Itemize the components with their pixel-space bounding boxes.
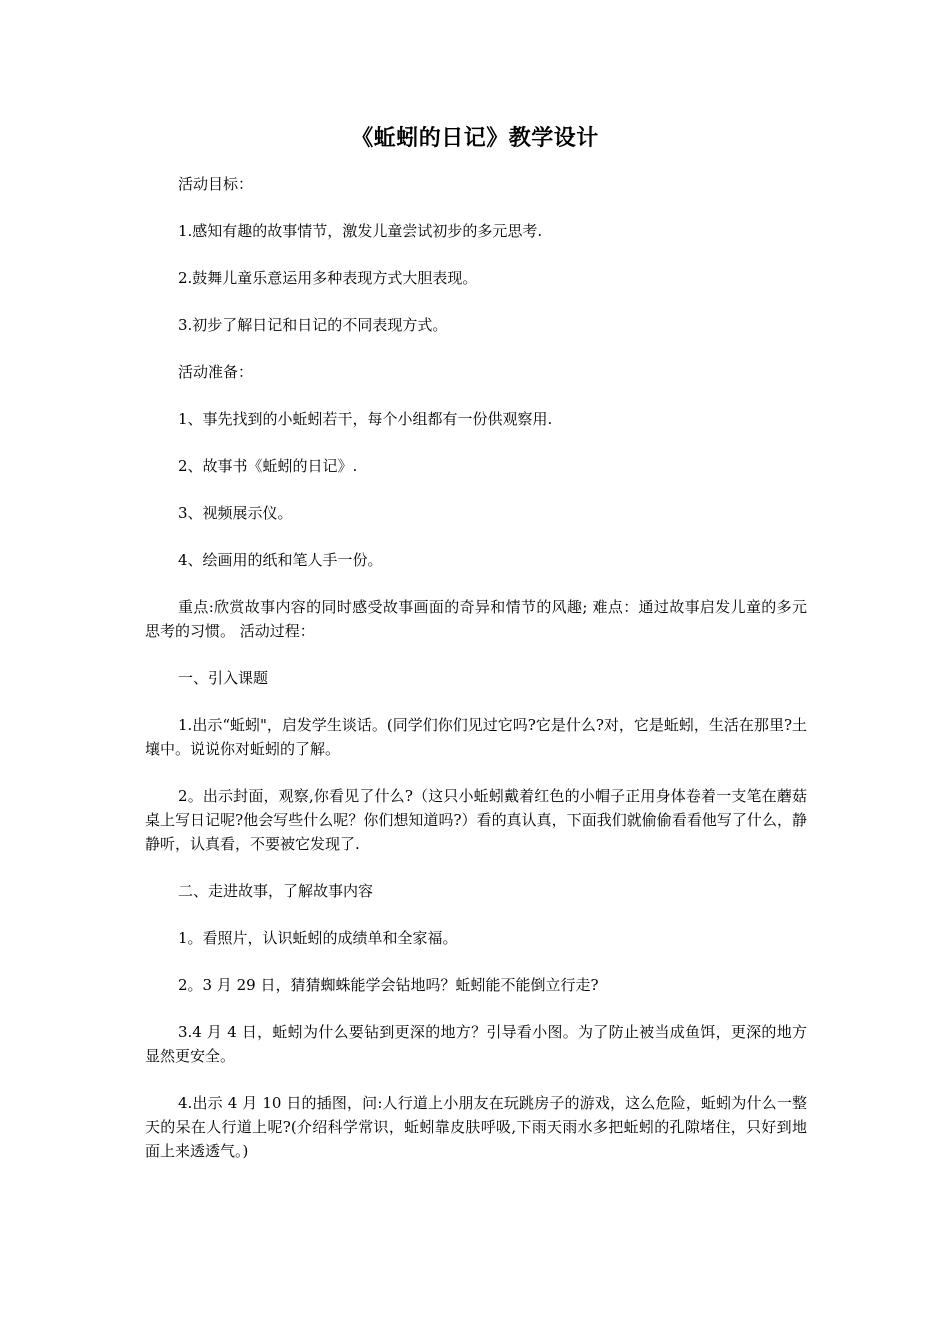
document-body xyxy=(145,172,807,1186)
preparation-item-1: 1、事先找到的小蚯蚓若干，每个小组都有一份供观察用. xyxy=(178,410,553,428)
section-heading-introduction: 一、引入课题 xyxy=(178,669,269,687)
goal-item-2: 2.鼓舞儿童乐意运用多种表现方式大胆表现。 xyxy=(178,269,478,287)
section-heading-preparation: 活动准备： xyxy=(178,363,254,381)
key-points-paragraph: 重点:欣赏故事内容的同时感受故事画面的奇异和情节的风趣; 难点：通过故事启发儿童的多元思考的习惯。 活动过程： xyxy=(145,598,807,640)
section-heading-story: 二、走进故事，了解故事内容 xyxy=(178,882,374,900)
story-step-2: 2。3 月 29 日，猜猜蜘蛛能学会钻地吗？蚯蚓能不能倒立行走? xyxy=(178,976,599,994)
story-step-3: 3.4 月 4 日，蚯蚓为什么要钻到更深的地方？引导看小图。为了防止被当成鱼饵，更深的地方显然更安全。 xyxy=(145,1023,807,1065)
introduction-step-2: 2。出示封面，观察,你看见了什么?（这只小蚯蚓戴着红色的小帽子正用身体卷着一支笔在蘑菇桌上写日记呢?他会写些什么呢？你们想知道吗?）看的真认真，下面我们就偷偷看看他写了什么，静静听，认真看，不要被它发现了. xyxy=(145,787,807,853)
introduction-step-1: 1.出示“蚯蚓"，启发学生谈话。(同学们你们见过它吗?它是什么?对，它是蚯蚓，生活在那里?土壤中。说说你对蚯蚓的了解。 xyxy=(145,716,807,758)
preparation-item-4: 4、绘画用的纸和笔人手一份。 xyxy=(178,551,383,569)
document-title: 《蚯蚓的日记》教学设计 xyxy=(351,125,599,151)
story-step-1: 1。看照片，认识蚯蚓的成绩单和全家福。 xyxy=(178,929,458,947)
story-step-4: 4.出示 4 月 10 日的插图，问:人行道上小朋友在玩跳房子的游戏，这么危险，蚯蚓为什么一整天的呆在人行道上呢?(介绍科学常识，蚯蚓靠皮肤呼吸,下雨天雨水多把蚯蚓的孔隙堵住，只好到地面上来透透气。) xyxy=(145,1094,807,1160)
goal-item-3: 3.初步了解日记和日记的不同表现方式。 xyxy=(178,316,448,334)
goal-item-1: 1.感知有趣的故事情节，激发儿童尝试初步的多元思考. xyxy=(178,222,543,240)
section-heading-goals: 活动目标： xyxy=(178,175,254,193)
preparation-item-2: 2、故事书《蚯蚓的日记》. xyxy=(178,457,358,475)
preparation-item-3: 3、视频展示仪。 xyxy=(178,504,293,522)
